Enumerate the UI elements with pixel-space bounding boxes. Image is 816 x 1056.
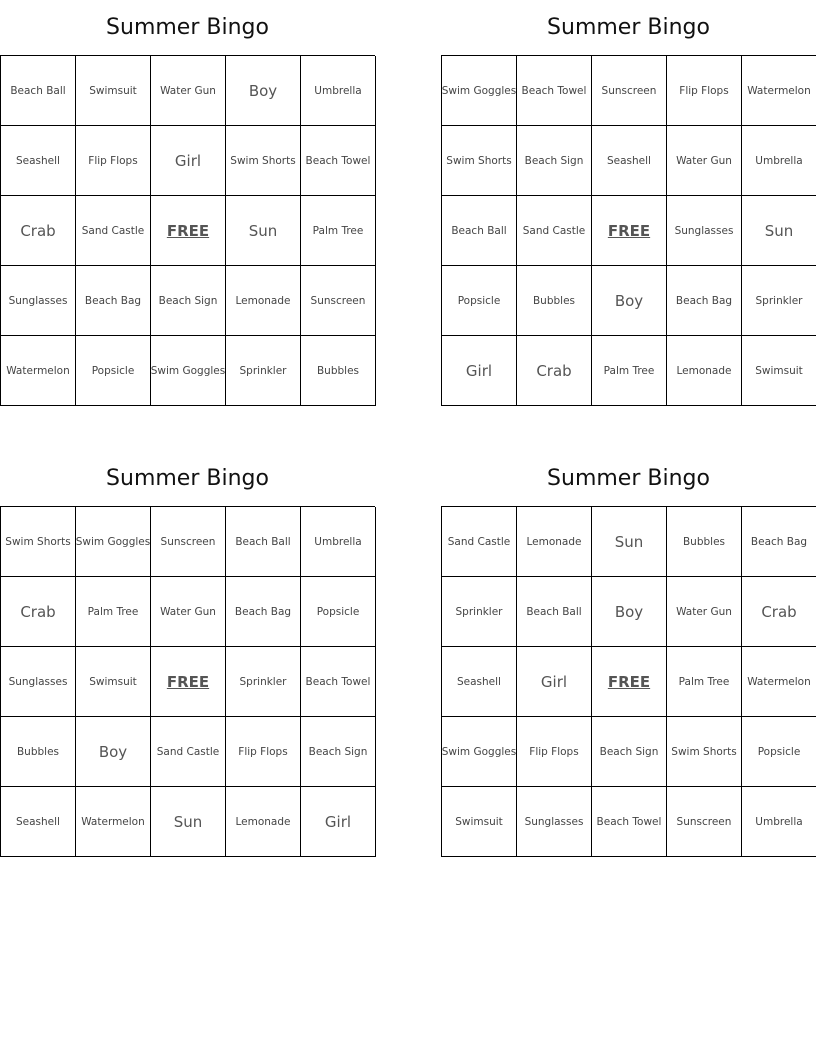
bingo-cell: Beach Bag <box>76 266 151 336</box>
bingo-cell: Flip Flops <box>226 717 301 787</box>
bingo-cell: Sunglasses <box>517 787 592 857</box>
free-space-cell: FREE <box>592 647 667 717</box>
bingo-cell: Beach Sign <box>301 717 376 787</box>
bingo-cell: Lemonade <box>226 266 301 336</box>
bingo-cell: Flip Flops <box>517 717 592 787</box>
bingo-cell: Swimsuit <box>76 56 151 126</box>
bingo-cell: Crab <box>742 577 816 647</box>
bingo-cell: Beach Bag <box>742 507 816 577</box>
bingo-cell: Swimsuit <box>442 787 517 857</box>
bingo-cell: Sprinkler <box>442 577 517 647</box>
bingo-cell: Swim Goggles <box>151 336 226 406</box>
bingo-cell: Umbrella <box>742 126 816 196</box>
bingo-cell: Sunscreen <box>667 787 742 857</box>
bingo-cell: Boy <box>76 717 151 787</box>
bingo-cell: Seashell <box>442 647 517 717</box>
bingo-cell: Water Gun <box>667 126 742 196</box>
bingo-cell: Sunglasses <box>667 196 742 266</box>
bingo-cell: Umbrella <box>301 507 376 577</box>
bingo-cell: Beach Bag <box>667 266 742 336</box>
bingo-cell: Swim Goggles <box>442 717 517 787</box>
bingo-cell: Flip Flops <box>667 56 742 126</box>
bingo-cell: Beach Ball <box>442 196 517 266</box>
bingo-cell: Sprinkler <box>226 647 301 717</box>
bingo-cell: Crab <box>1 577 76 647</box>
bingo-cell: Girl <box>517 647 592 717</box>
bingo-cell: Sunglasses <box>1 647 76 717</box>
bingo-cell: Swim Goggles <box>76 507 151 577</box>
bingo-cell: Lemonade <box>517 507 592 577</box>
bingo-cell: Bubbles <box>667 507 742 577</box>
bingo-cell: Water Gun <box>667 577 742 647</box>
bingo-cell: Seashell <box>592 126 667 196</box>
bingo-card-1 <box>0 0 375 406</box>
card-title: Summer Bingo <box>547 466 710 491</box>
bingo-cell: Sunglasses <box>1 266 76 336</box>
bingo-cell: Flip Flops <box>76 126 151 196</box>
bingo-cell: Bubbles <box>301 336 376 406</box>
bingo-cell: Beach Towel <box>592 787 667 857</box>
card-title: Summer Bingo <box>547 15 710 40</box>
bingo-cell: Palm Tree <box>592 336 667 406</box>
bingo-cell: Boy <box>592 266 667 336</box>
bingo-cell: Boy <box>226 56 301 126</box>
free-space-cell: FREE <box>151 647 226 717</box>
bingo-cell: Boy <box>592 577 667 647</box>
bingo-grid <box>441 55 816 406</box>
bingo-cell: Sun <box>151 787 226 857</box>
bingo-cell: Crab <box>517 336 592 406</box>
bingo-cell: Sprinkler <box>742 266 816 336</box>
bingo-cell: Watermelon <box>742 647 816 717</box>
bingo-cell: Seashell <box>1 126 76 196</box>
bingo-cell: Beach Ball <box>1 56 76 126</box>
bingo-cell: Seashell <box>1 787 76 857</box>
bingo-cell: Sand Castle <box>517 196 592 266</box>
card-title: Summer Bingo <box>106 15 269 40</box>
bingo-cell: Lemonade <box>667 336 742 406</box>
bingo-cell: Water Gun <box>151 56 226 126</box>
bingo-cell: Umbrella <box>742 787 816 857</box>
bingo-cell: Beach Sign <box>517 126 592 196</box>
bingo-cell: Sunscreen <box>592 56 667 126</box>
bingo-cell: Beach Ball <box>226 507 301 577</box>
bingo-card-2 <box>441 0 816 406</box>
bingo-cell: Swim Shorts <box>226 126 301 196</box>
bingo-cell: Sand Castle <box>151 717 226 787</box>
bingo-cell: Sun <box>592 507 667 577</box>
bingo-cell: Sun <box>742 196 816 266</box>
bingo-cell: Sunscreen <box>301 266 376 336</box>
bingo-cell: Popsicle <box>76 336 151 406</box>
free-space-cell: FREE <box>592 196 667 266</box>
bingo-cell: Swim Goggles <box>442 56 517 126</box>
bingo-cell: Crab <box>1 196 76 266</box>
bingo-cell: Beach Ball <box>517 577 592 647</box>
bingo-cell: Swimsuit <box>76 647 151 717</box>
bingo-cell: Popsicle <box>301 577 376 647</box>
bingo-cell: Lemonade <box>226 787 301 857</box>
bingo-cell: Swim Shorts <box>667 717 742 787</box>
bingo-card-4 <box>441 451 816 857</box>
bingo-cell: Girl <box>442 336 517 406</box>
bingo-cell: Beach Towel <box>517 56 592 126</box>
bingo-cell: Swim Shorts <box>442 126 517 196</box>
bingo-cell: Sprinkler <box>226 336 301 406</box>
bingo-grid <box>441 506 816 857</box>
bingo-cell: Watermelon <box>1 336 76 406</box>
bingo-cell: Water Gun <box>151 577 226 647</box>
bingo-cell: Swimsuit <box>742 336 816 406</box>
bingo-card-3 <box>0 451 375 857</box>
bingo-cell: Girl <box>151 126 226 196</box>
bingo-cell: Popsicle <box>442 266 517 336</box>
bingo-cell: Popsicle <box>742 717 816 787</box>
bingo-cell: Bubbles <box>1 717 76 787</box>
bingo-cell: Watermelon <box>742 56 816 126</box>
bingo-cell: Sand Castle <box>442 507 517 577</box>
card-title: Summer Bingo <box>106 466 269 491</box>
bingo-cell: Palm Tree <box>76 577 151 647</box>
bingo-cell: Beach Towel <box>301 647 376 717</box>
bingo-cell: Sand Castle <box>76 196 151 266</box>
free-space-cell: FREE <box>151 196 226 266</box>
bingo-cell: Beach Sign <box>592 717 667 787</box>
bingo-grid <box>0 506 375 857</box>
bingo-cell: Sunscreen <box>151 507 226 577</box>
bingo-cell: Palm Tree <box>667 647 742 717</box>
bingo-cell: Beach Bag <box>226 577 301 647</box>
bingo-cell: Beach Sign <box>151 266 226 336</box>
bingo-cell: Palm Tree <box>301 196 376 266</box>
bingo-cell: Girl <box>301 787 376 857</box>
bingo-cell: Beach Towel <box>301 126 376 196</box>
bingo-cell: Bubbles <box>517 266 592 336</box>
bingo-cell: Sun <box>226 196 301 266</box>
bingo-cell: Umbrella <box>301 56 376 126</box>
bingo-cell: Swim Shorts <box>1 507 76 577</box>
bingo-grid <box>0 55 375 406</box>
bingo-cell: Watermelon <box>76 787 151 857</box>
